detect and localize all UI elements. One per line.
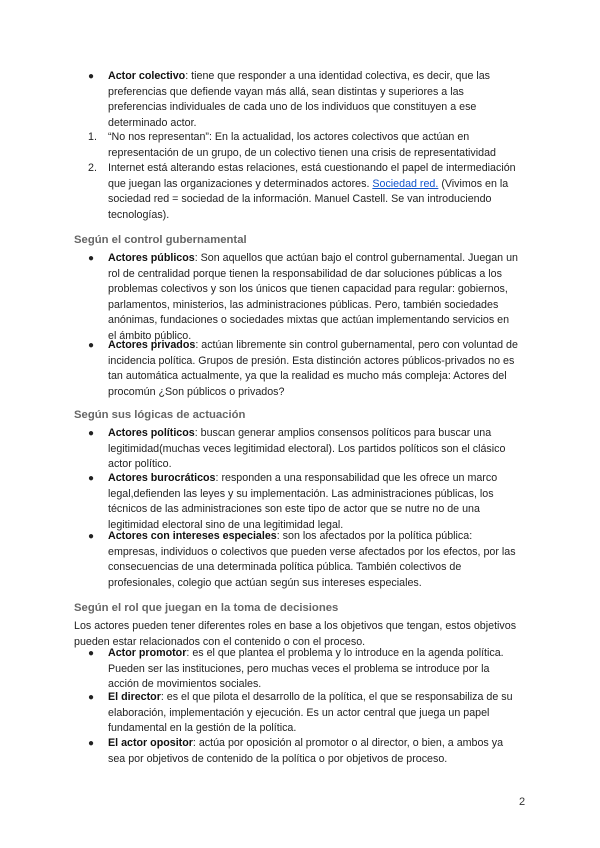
term: Actores públicos [108,252,195,264]
definition: : actúa por oposición al promotor o al director, o bien, a ambos ya sea por objetivos de contenido de la política o por objetivos de proceso. [108,737,504,765]
section-heading: Según sus lógicas de actuación [74,409,246,421]
sociedad-red-link[interactable]: Sociedad red. [372,177,439,190]
item-number: 1. [88,131,97,143]
term: Actor colectivo [108,70,186,82]
term: Actores políticos [108,427,195,439]
bullet-icon: ● [88,253,95,264]
term: Actor promotor [108,647,187,659]
page-number: 2 [519,796,526,808]
bullet-icon: ● [88,531,95,542]
definition: : es el que pilota el desarrollo de la política, el que se responsabiliza de su elaboración, implementación y ejecución. Es un actor central que juega un papel fundamental en la gestión de la política. [108,691,513,735]
definition: : Son aquellos que actúan bajo el control gubernamental. Juegan un rol de centralidad porque tienen la responsabilidad de dar soluciones públicas a los problemas colectivos y son los únicos que tienen capacidad para regular: gobiernos, parlamentos, ministerios, las administraciones públicas. Pero, también sociedades anónimas, fundaciones o sociedades mixtas que actúan implementando servicios en el ámbito público. [108,252,518,342]
term: Actores burocráticos [108,472,216,484]
term: El actor opositor [108,737,193,749]
bullet-icon: ● [88,692,95,703]
term: El director [108,691,161,703]
item-text: (Vivimos en la sociedad red = sociedad de la información. Manuel Castell. Se van introduciendo tecnologías). [108,177,509,221]
item-number: 2. [88,162,97,174]
term: Actores con intereses especiales [108,530,277,542]
bullet-icon: ● [88,340,95,351]
section-heading: Según el control gubernamental [74,234,247,246]
definition: : son los afectados por la política pública: empresas, individuos o colectivos que pueden verse afectados por los efectos, por las consecuencias de una determinada política pública. También colectivos de profesionales, colegio que actúan según sus intereses especiales. [108,530,516,589]
term: Actores privados [108,339,196,351]
definition: : actúan libremente sin control gubernamental, pero con voluntad de incidencia política. Grupos de presión. Esta distinción actores públicos-privados no es tan automática actualmente, ya que la realidad es mucho más compleja: Actores del procomún ¿Son públicos o privados? [108,339,518,398]
bullet-icon: ● [88,71,95,82]
section-heading: Según el rol que juegan en la toma de decisiones [74,602,339,614]
bullet-icon: ● [88,738,95,749]
intro-paragraph: Los actores pueden tener diferentes roles en base a los objetivos que tengan, estos objetivos pueden estar relacionados con el contenido o con el proceso. [74,620,517,648]
item-text: Internet está alterando estas relaciones, está cuestionando el papel de intermediación que juegan las organizaciones y determinados actores. [108,162,516,190]
definition: : buscan generar amplios consensos políticos para buscar una legitimidad(muchas veces legitimidad electoral). Los partidos políticos son el clásico actor político. [108,427,506,471]
definition: : tiene que responder a una identidad colectiva, es decir, que las preferencias que defiende vayan más allá, sean distintas y superiores a las preferencias individuales de cada uno de los individuos que constituyen a ese determinado actor. [108,70,491,129]
item-text: “No nos representan”: En la actualidad, los actores colectivos que actúan en representación de un grupo, de un colectivo tienen una crisis de representatividad [108,131,496,159]
definition: : responden a una responsabilidad que les ofrece un marco legal,defienden las leyes y su implementación. Las administraciones públicas, los técnicos de las administraciones son este tipo de actor que se nutre no de una legitimidad electoral sino de una legitimidad legal. [108,472,498,531]
definition: : es el que plantea el problema y lo introduce en la agenda política. Pueden ser las instituciones, pero muchas veces el problema se introduce por la acción de movimientos sociales. [108,647,504,691]
bullet-icon: ● [88,648,95,659]
bullet-icon: ● [88,473,95,484]
bullet-icon: ● [88,428,95,439]
